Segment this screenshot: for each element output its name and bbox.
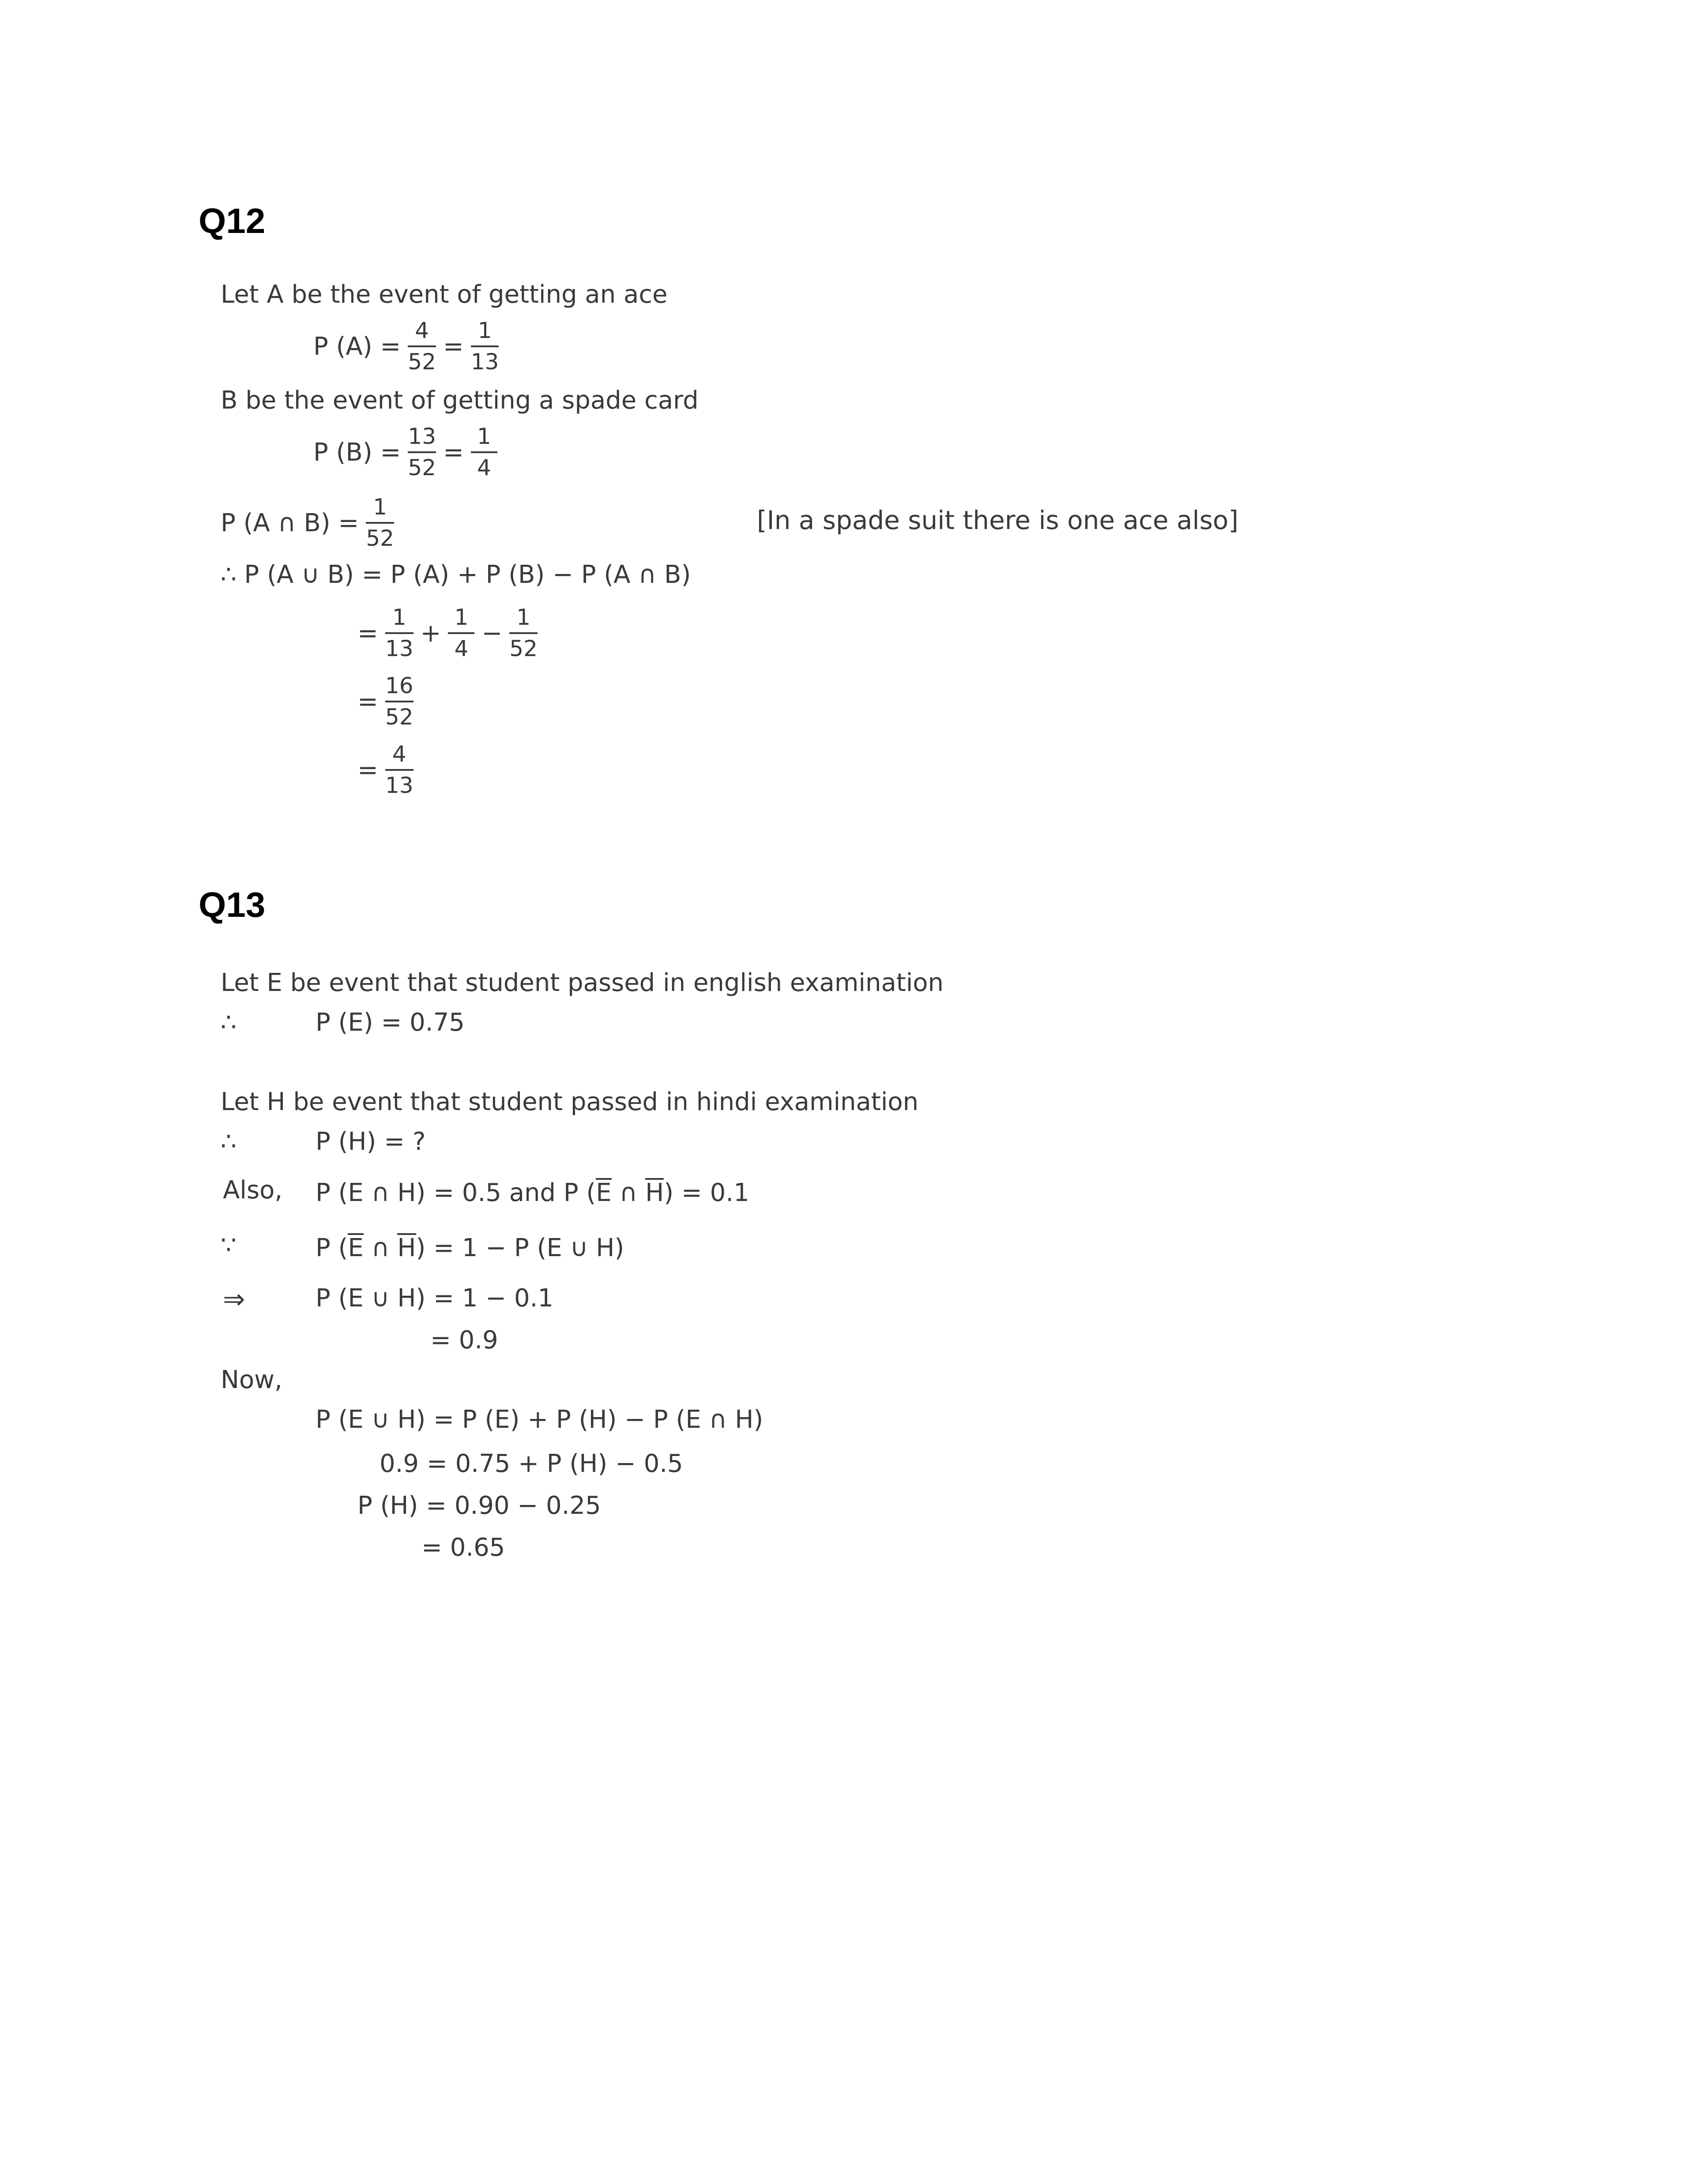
pa-fraction-2 bbox=[471, 318, 499, 375]
q12-step-1 bbox=[357, 604, 545, 662]
q12-heading: Q12 bbox=[199, 201, 266, 240]
q12-definition-b: B be the event of getting a spade card bbox=[221, 386, 699, 415]
q13-now-step-3: = 0.65 bbox=[421, 1533, 505, 1562]
q12-pa-equation bbox=[313, 318, 506, 375]
q13-ph-equation: P (H) = ? bbox=[316, 1127, 426, 1156]
q13-heading: Q13 bbox=[199, 885, 266, 924]
fraction-denominator: 13 bbox=[385, 636, 414, 661]
pb-fraction-2 bbox=[471, 424, 497, 481]
equals-sign: = bbox=[443, 438, 464, 467]
fraction-denominator: 52 bbox=[408, 349, 436, 375]
step3-fraction bbox=[385, 741, 414, 799]
fraction-numerator: 4 bbox=[392, 741, 406, 767]
expr-part: ) = 0.1 bbox=[664, 1178, 749, 1207]
fraction-numerator: 4 bbox=[415, 318, 429, 343]
q13-now-step-1: 0.9 = 0.75 + P (H) − 0.5 bbox=[380, 1449, 683, 1478]
q13-definition-e: Let E be event that student passed in english examination bbox=[221, 968, 944, 997]
q12-step-2 bbox=[357, 673, 421, 730]
cap-symbol: ∩ bbox=[611, 1178, 646, 1207]
fraction-numerator: 1 bbox=[477, 424, 491, 449]
q13-pe-equation: P (E) = 0.75 bbox=[316, 1008, 465, 1037]
q13-value-09: = 0.9 bbox=[430, 1326, 498, 1355]
fraction-numerator: 16 bbox=[385, 673, 414, 698]
minus-sign: − bbox=[481, 619, 503, 648]
q13-therefore-symbol: ∴ bbox=[221, 1008, 237, 1037]
expr-part: P (E ∩ H) = 0.5 and P ( bbox=[316, 1178, 596, 1207]
fraction-denominator: 4 bbox=[454, 636, 469, 661]
expr-part: ) = 1 − P (E ∪ H) bbox=[416, 1234, 624, 1262]
fraction-denominator: 52 bbox=[509, 636, 538, 661]
equals-sign: = bbox=[357, 619, 378, 648]
q13-also-equation bbox=[316, 1178, 749, 1205]
q12-step-3 bbox=[357, 741, 421, 799]
pb-fraction-1 bbox=[408, 424, 436, 481]
plus-sign: + bbox=[420, 619, 441, 648]
q13-now-step-2: P (H) = 0.90 − 0.25 bbox=[357, 1491, 601, 1520]
fraction-numerator: 1 bbox=[392, 604, 406, 630]
step1-fraction-2 bbox=[448, 604, 474, 662]
cap-symbol: ∩ bbox=[363, 1234, 398, 1262]
complement-e: E bbox=[596, 1178, 612, 1207]
fraction-numerator: 1 bbox=[477, 318, 492, 343]
complement-h: H bbox=[397, 1234, 416, 1262]
step2-fraction bbox=[385, 673, 414, 730]
complement-h: H bbox=[645, 1178, 664, 1207]
fraction-denominator: 13 bbox=[470, 349, 499, 375]
fraction-denominator: 52 bbox=[366, 525, 394, 551]
q13-implies-equation: P (E ∪ H) = 1 − 0.1 bbox=[316, 1284, 554, 1313]
q13-therefore-symbol: ∴ bbox=[221, 1127, 237, 1156]
fraction-numerator: 1 bbox=[373, 494, 387, 520]
fraction-denominator: 4 bbox=[477, 455, 491, 480]
q12-pb-equation bbox=[313, 424, 504, 481]
fraction-denominator: 13 bbox=[385, 773, 414, 798]
pa-lhs: P (A) = bbox=[313, 332, 401, 361]
expr-part: P ( bbox=[316, 1234, 348, 1262]
q13-now-label: Now, bbox=[221, 1366, 282, 1394]
q13-definition-h: Let H be event that student passed in hindi examination bbox=[221, 1088, 919, 1116]
pab-fraction bbox=[366, 494, 394, 552]
fraction-numerator: 1 bbox=[454, 604, 469, 630]
equals-sign: = bbox=[357, 687, 378, 716]
q12-note: [In a spade suit there is one ace also] bbox=[757, 505, 1239, 535]
fraction-numerator: 13 bbox=[408, 424, 436, 449]
fraction-numerator: 1 bbox=[516, 604, 531, 630]
q13-implies-symbol: ⇒ bbox=[223, 1284, 245, 1315]
complement-e: E bbox=[348, 1234, 364, 1262]
q13-because-equation bbox=[316, 1233, 624, 1261]
pa-fraction-1 bbox=[408, 318, 436, 375]
q13-now-formula: P (E ∪ H) = P (E) + P (H) − P (E ∩ H) bbox=[316, 1405, 763, 1434]
fraction-denominator: 52 bbox=[385, 704, 414, 730]
equals-sign: = bbox=[357, 755, 378, 784]
step1-fraction-1 bbox=[385, 604, 414, 662]
pb-lhs: P (B) = bbox=[313, 438, 401, 467]
pab-lhs: P (A ∩ B) = bbox=[221, 508, 359, 537]
equals-sign: = bbox=[443, 332, 464, 361]
q13-because-symbol: ∵ bbox=[221, 1231, 237, 1260]
q12-definition-a: Let A be the event of getting an ace bbox=[221, 280, 668, 309]
q13-also-label: Also, bbox=[223, 1176, 283, 1205]
q12-pab-equation bbox=[221, 494, 401, 552]
fraction-denominator: 52 bbox=[408, 455, 436, 480]
step1-fraction-3 bbox=[509, 604, 538, 662]
q12-union-formula: ∴ P (A ∪ B) = P (A) + P (B) − P (A ∩ B) bbox=[221, 560, 691, 589]
